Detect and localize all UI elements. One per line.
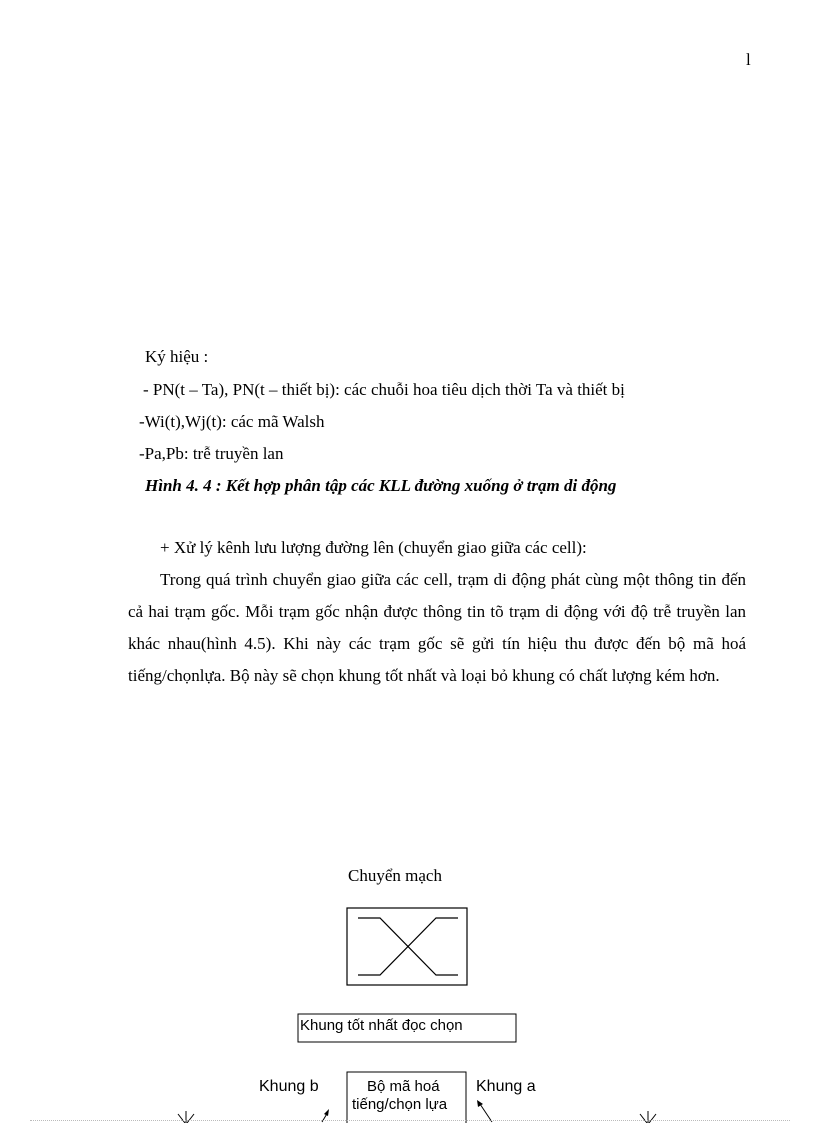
switch-label: Chuyển mạch xyxy=(348,866,442,885)
switch-box xyxy=(347,908,467,985)
antenna-stroke xyxy=(187,1114,194,1123)
frame-b-label: Khung b xyxy=(259,1078,319,1095)
arrow-head xyxy=(477,1100,483,1107)
frame-a-label: Khung a xyxy=(476,1078,536,1095)
body-paragraph: Trong quá trình chuyển giao giữa các cell, trạm di động phát cùng một thông tin đến cả hai trạm gốc. Mỗi trạm gốc nhận được thông tin tõ trạm di động với độ trễ truyền lan khác nhau(hình 4.5). Khi này các trạm gốc sẽ gửi tín hiệu thu được đến bộ mã hoá tiếng/chọnlựa. Bộ này sẽ chọn khung tốt nhất và loại bỏ khung có chất lượng kém hơn. xyxy=(128,570,746,685)
switch-cross-line xyxy=(358,918,458,975)
arrow-head xyxy=(324,1109,329,1116)
antenna-stroke xyxy=(649,1114,656,1123)
legend-title: Ký hiệu : xyxy=(145,347,209,366)
switch-cross-line xyxy=(358,918,458,975)
best-frame-label: Khung tốt nhất đọc chọn xyxy=(300,1017,463,1034)
legend-item: -Wi(t),Wj(t): các mã Walsh xyxy=(139,412,325,431)
page-number: l xyxy=(746,50,751,69)
codec-label-line2: tiếng/chọn lựa xyxy=(352,1096,448,1113)
legend-item: - PN(t – Ta), PN(t – thiết bị): các chuỗi hoa tiêu dịch thời Ta và thiết bị xyxy=(143,380,625,399)
page-bottom-divider xyxy=(30,1120,790,1121)
legend-item: -Pa,Pb: trễ truyền lan xyxy=(139,444,284,463)
figure-caption: Hình 4. 4 : Kết hợp phân tập các KLL đường xuống ở trạm di động xyxy=(145,476,617,495)
body-text xyxy=(128,532,746,692)
section-bullet: + Xử lý kênh lưu lượng đường lên (chuyển giao giữa các cell): xyxy=(160,538,587,557)
antenna-stroke xyxy=(178,1114,185,1123)
antenna-stroke xyxy=(640,1114,647,1123)
codec-label-line1: Bộ mã hoá xyxy=(367,1078,440,1095)
